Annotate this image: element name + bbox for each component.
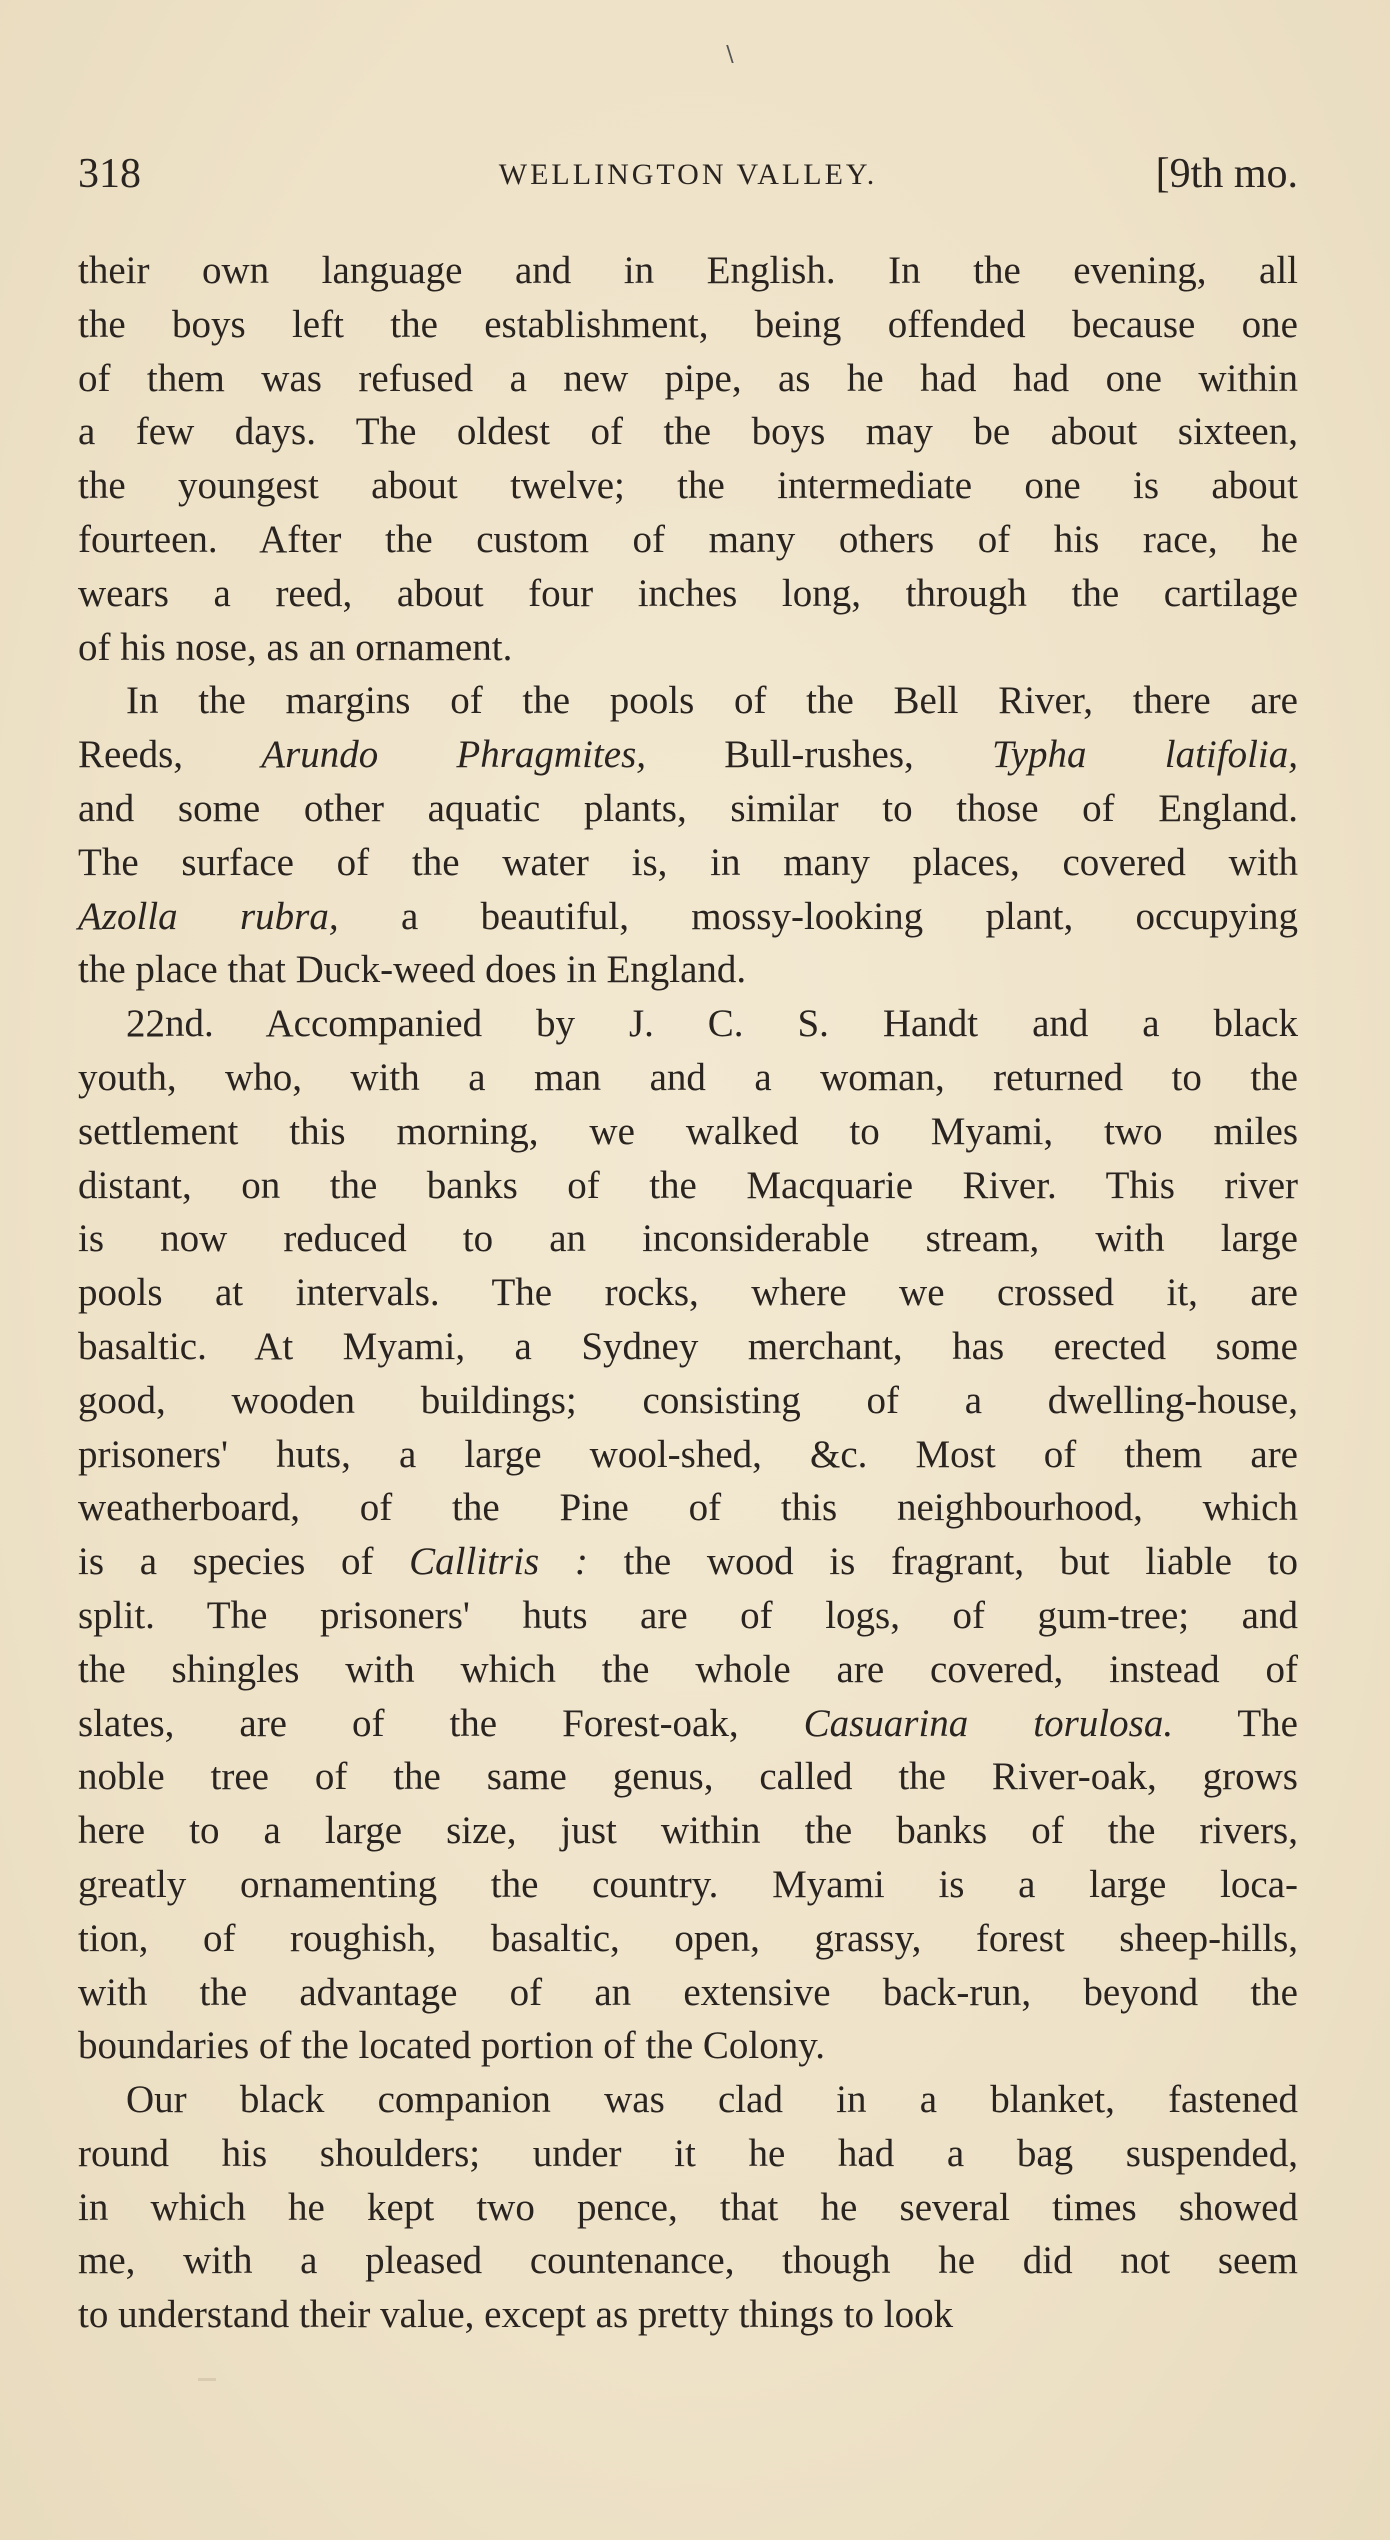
text-run: a few days. The oldest of the boys may be about sixteen, [78,410,1298,454]
text-line [78,1966,1298,2020]
text-line [78,244,1298,298]
text-line [78,943,1298,997]
text-run: me, with a pleased countenance, though he did not seem [78,2239,1298,2283]
italic-term: Arundo Phragmites, [261,733,647,777]
text-run: to understand their value, except as pretty things to look [78,2293,954,2337]
text-line [78,459,1298,513]
running-head [78,150,1298,210]
text-run: basaltic. At Myami, a Sydney merchant, has erected some [78,1324,1298,1368]
text-line [78,1535,1298,1589]
text-run: slates, are of the Forest-oak, [78,1701,804,1745]
text-line [78,2127,1298,2181]
text-line [78,2288,1298,2342]
text-run: of his nose, as an ornament. [78,625,513,669]
text-run: their own language and in English. In the evening, all [78,249,1298,292]
text-run: noble tree of the same genus, called the River-oak, grows [78,1755,1298,1799]
text-run: Reeds, [78,733,262,777]
italic-term: Casuarina torulosa. [803,1701,1174,1745]
text-run: the wood is fragrant, but liable to [587,1540,1298,1584]
running-date: [9th mo. [1155,151,1298,197]
text-run: is now reduced to an inconsiderable stream, with large [78,1217,1298,1261]
text-run: with the advantage of an extensive back-run, beyond the [78,1970,1298,2014]
text-run: is a species of [78,1540,410,1584]
text-line [78,997,1298,1051]
text-run: pools at intervals. The rocks, where we crossed it, are [78,1271,1298,1315]
text-line [78,674,1298,728]
text-line [78,2073,1298,2127]
text-line [78,2019,1298,2073]
text-run: split. The prisoners' huts are of logs, of gum-tree; and [78,1593,1298,1637]
text-run: greatly ornamenting the country. Myami is a large loca- [78,1862,1298,1906]
text-line [78,1428,1298,1482]
text-run: 22nd. Accompanied by J. C. S. Handt and a black [126,1002,1298,1046]
text-run: boundaries of the located portion of the Colony. [78,2024,825,2068]
text-run: The [1173,1701,1298,1745]
text-run: Bull-rushes, [646,733,992,777]
text-run: weatherboard, of the Pine of this neighbourhood, which [78,1486,1298,1530]
text-run: the shingles with which the whole are covered, instead of [78,1647,1298,1691]
text-line [78,1051,1298,1105]
text-run: the place that Duck-weed does in England. [78,948,747,992]
page-number: 318 [78,151,141,197]
text-line [78,1159,1298,1213]
text-line [78,1697,1298,1751]
text-line [78,1320,1298,1374]
text-run: In the margins of the pools of the Bell River, there are [126,679,1298,723]
text-line [78,1643,1298,1697]
text-line [78,405,1298,459]
text-line [78,621,1298,675]
text-run: fourteen. After the custom of many others of his race, he [78,517,1298,561]
text-line [78,1804,1298,1858]
text-run: Our black companion was clad in a blanket, fastened [126,2078,1298,2122]
text-line [78,782,1298,836]
text-run: of them was refused a new pipe, as he had had one within [78,356,1298,400]
body-text [78,244,1298,2342]
text-run: wears a reed, about four inches long, through the cartilage [78,571,1298,615]
text-run: prisoners' huts, a large wool-shed, &c. Most of them are [78,1432,1298,1476]
text-line [78,1912,1298,1966]
ink-speck: ∖ [722,42,737,67]
italic-term: Callitris : [409,1540,588,1584]
text-line [78,2234,1298,2288]
text-run: The surface of the water is, in many places, covered with [78,840,1298,884]
text-run: the boys left the establishment, being offended because one [78,302,1298,346]
text-run: good, wooden buildings; consisting of a dwelling-house, [78,1378,1298,1422]
text-line [78,1266,1298,1320]
text-run: here to a large size, just within the banks of the rivers, [78,1809,1298,1853]
text-line [78,836,1298,890]
text-line [78,2181,1298,2235]
text-run: distant, on the banks of the Macquarie River. This river [78,1163,1298,1207]
text-run: the youngest about twelve; the intermediate one is about [78,464,1298,508]
text-line [78,890,1298,944]
text-line [78,1750,1298,1804]
text-run: and some other aquatic plants, similar to those of England. [78,786,1298,830]
text-line [78,1589,1298,1643]
paper-mark [198,2378,216,2381]
text-line [78,1858,1298,1912]
text-run: in which he kept two pence, that he several times showed [78,2185,1298,2229]
running-title: WELLINGTON VALLEY. [498,158,878,191]
text-line [78,1105,1298,1159]
text-run: round his shoulders; under it he had a bag suspended, [78,2131,1298,2175]
text-run: youth, who, with a man and a woman, returned to the [78,1055,1298,1099]
text-line [78,1481,1298,1535]
italic-term: Typha latifolia, [991,733,1299,777]
text-line [78,513,1298,567]
text-line [78,567,1298,621]
text-run: a beautiful, mossy-looking plant, occupying [338,894,1298,938]
text-run: settlement this morning, we walked to Myami, two miles [78,1109,1298,1153]
text-line [78,352,1298,406]
italic-term: Azolla rubra, [78,894,339,938]
text-line [78,298,1298,352]
text-run: tion, of roughish, basaltic, open, grassy, forest sheep-hills, [78,1916,1298,1960]
text-line [78,728,1298,782]
text-line [78,1212,1298,1266]
text-line [78,1374,1298,1428]
